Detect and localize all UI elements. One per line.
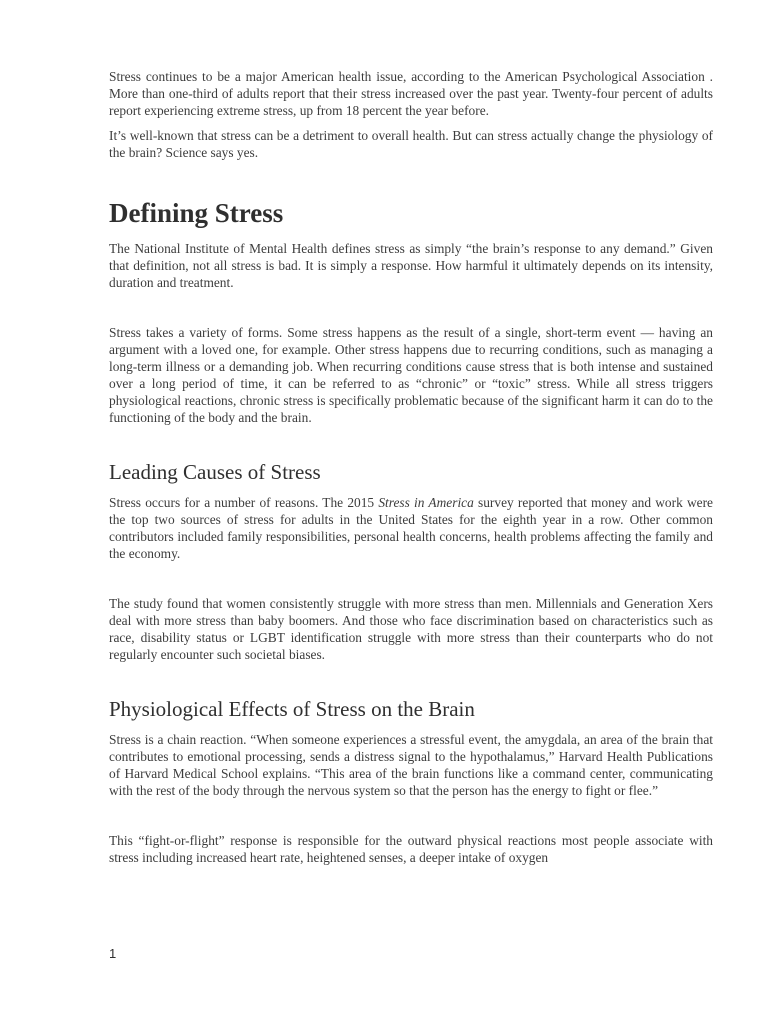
- defining-stress-paragraph-2: Stress takes a variety of forms. Some stress happens as the result of a single, short-term event — having an argument with a loved one, for example. Other stress happens due to recurring conditions, such as managing a long-term illness or a demanding job. When recurring conditions cause stress that is both intense and sustained over a long period of time, it can be referred to as “chronic” or “toxic” stress. While all stress triggers physiological reactions, chronic stress is specifically problematic because of the significant harm it can do to the functioning of the body and the brain.: [109, 325, 713, 425]
- intro-paragraph-1: Stress continues to be a major American health issue, according to the American Psychological Association . More than one-third of adults report that their stress increased over the past year. Twenty-four percent of adults report experiencing extreme stress, up from 18 percent the year before.: [109, 69, 713, 118]
- section-heading-physiological-effects: Physiological Effects of Stress on the Brain: [109, 697, 475, 721]
- intro-paragraph-2: It’s well-known that stress can be a detriment to overall health. But can stress actually change the physiology of the brain? Science says yes.: [109, 128, 713, 160]
- document-page: [109, 68, 713, 866]
- defining-stress-paragraph-1: The National Institute of Mental Health defines stress as simply “the brain’s response to any demand.” Given that definition, not all stress is bad. It is simply a response. How harmful it ultimately depends on its intensity, duration and treatment.: [109, 241, 713, 290]
- leading-causes-text-start: Stress occurs for a number of reasons. The 2015: [109, 495, 379, 510]
- physiological-effects-paragraph-2: This “fight-or-flight” response is responsible for the outward physical reactions most people associate with stress including increased heart rate, heightened senses, a deeper intake of oxygen: [109, 833, 713, 865]
- section-heading-defining-stress: Defining Stress: [109, 198, 284, 228]
- page-number: 1: [109, 946, 117, 961]
- leading-causes-text-end: survey reported that money and work were the top two sources of stress for adults in the United States for the eighth year in a row. Other common contributors included family responsibilities, personal health concerns, health problems affecting the family and the economy.: [109, 495, 714, 561]
- survey-title: Stress in America: [378, 495, 474, 510]
- leading-causes-paragraph-2: The study found that women consistently struggle with more stress than men. Millennials and Generation Xers deal with more stress than baby boomers. And those who face discrimination based on characteristics such as race, disability status or LGBT identification struggle with more stress than their counterparts who do not regularly encounter such societal biases.: [109, 596, 713, 662]
- physiological-effects-paragraph-1: Stress is a chain reaction. “When someone experiences a stressful event, the amygdala, an area of the brain that contributes to emotional processing, sends a distress signal to the hypothalamus,” Harvard Health Publications of Harvard Medical School explains. “This area of the brain functions like a command center, communicating with the rest of the body through the nervous system so that the person has the energy to fight or flee.”: [109, 732, 713, 798]
- leading-causes-paragraph-1: [109, 494, 713, 562]
- section-heading-leading-causes: Leading Causes of Stress: [109, 460, 321, 484]
